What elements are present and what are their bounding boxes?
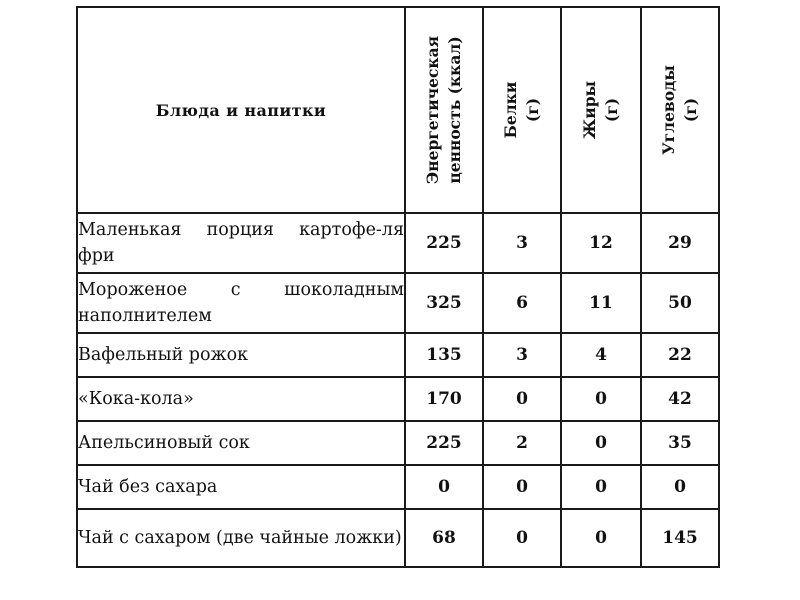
row-energy: 225 xyxy=(405,421,483,465)
header-dishes-and-drinks: Блюда и напитки xyxy=(77,7,405,213)
row-carbs: 145 xyxy=(641,509,719,567)
row-carbs: 50 xyxy=(641,273,719,333)
row-protein: 0 xyxy=(483,465,561,509)
table-row xyxy=(77,509,719,567)
row-carbs: 0 xyxy=(641,465,719,509)
header-carbs-line2: (г) xyxy=(681,97,700,123)
row-energy: 68 xyxy=(405,509,483,567)
header-energy xyxy=(405,7,483,213)
row-energy: 0 xyxy=(405,465,483,509)
row-dish-name: Чай с сахаром (две чайные ложки) xyxy=(77,509,405,567)
header-carbs-line1: Углеводы xyxy=(659,65,678,155)
header-protein-line1: Белки xyxy=(501,81,520,139)
header-protein-line2: (г) xyxy=(523,97,542,123)
header-fat-line1: Жиры xyxy=(580,80,599,140)
row-dish-name: Вафельный рожок xyxy=(77,333,405,377)
row-dish-name: Мороженое с шоколадным наполнителем xyxy=(77,273,405,333)
row-protein: 0 xyxy=(483,377,561,421)
row-dish-name: Чай без сахара xyxy=(77,465,405,509)
header-energy-line2: ценность (ккал) xyxy=(445,36,464,184)
row-dish-name: Апельсиновый сок xyxy=(77,421,405,465)
row-energy: 135 xyxy=(405,333,483,377)
table-row xyxy=(77,273,719,333)
row-fat: 0 xyxy=(561,421,641,465)
row-protein: 2 xyxy=(483,421,561,465)
row-protein: 3 xyxy=(483,213,561,273)
row-carbs: 35 xyxy=(641,421,719,465)
row-energy: 225 xyxy=(405,213,483,273)
row-energy: 325 xyxy=(405,273,483,333)
header-carbs xyxy=(641,7,719,213)
row-dish-name: Маленькая порция картофе-ля фри xyxy=(77,213,405,273)
header-energy-line1: Энергетическая xyxy=(423,35,442,185)
table-row xyxy=(77,465,719,509)
row-carbs: 29 xyxy=(641,213,719,273)
header-fat xyxy=(561,7,641,213)
row-fat: 4 xyxy=(561,333,641,377)
row-fat: 11 xyxy=(561,273,641,333)
table-header-row xyxy=(77,7,719,213)
row-carbs: 22 xyxy=(641,333,719,377)
row-protein: 3 xyxy=(483,333,561,377)
row-carbs: 42 xyxy=(641,377,719,421)
row-fat: 0 xyxy=(561,509,641,567)
row-fat: 12 xyxy=(561,213,641,273)
header-protein xyxy=(483,7,561,213)
row-protein: 6 xyxy=(483,273,561,333)
row-dish-name: «Кока-кола» xyxy=(77,377,405,421)
row-protein: 0 xyxy=(483,509,561,567)
row-fat: 0 xyxy=(561,465,641,509)
table-row xyxy=(77,213,719,273)
header-fat-line2: (г) xyxy=(602,97,621,123)
nutrition-table xyxy=(76,6,720,568)
row-energy: 170 xyxy=(405,377,483,421)
table-row xyxy=(77,421,719,465)
row-fat: 0 xyxy=(561,377,641,421)
table-row xyxy=(77,377,719,421)
table-row xyxy=(77,333,719,377)
